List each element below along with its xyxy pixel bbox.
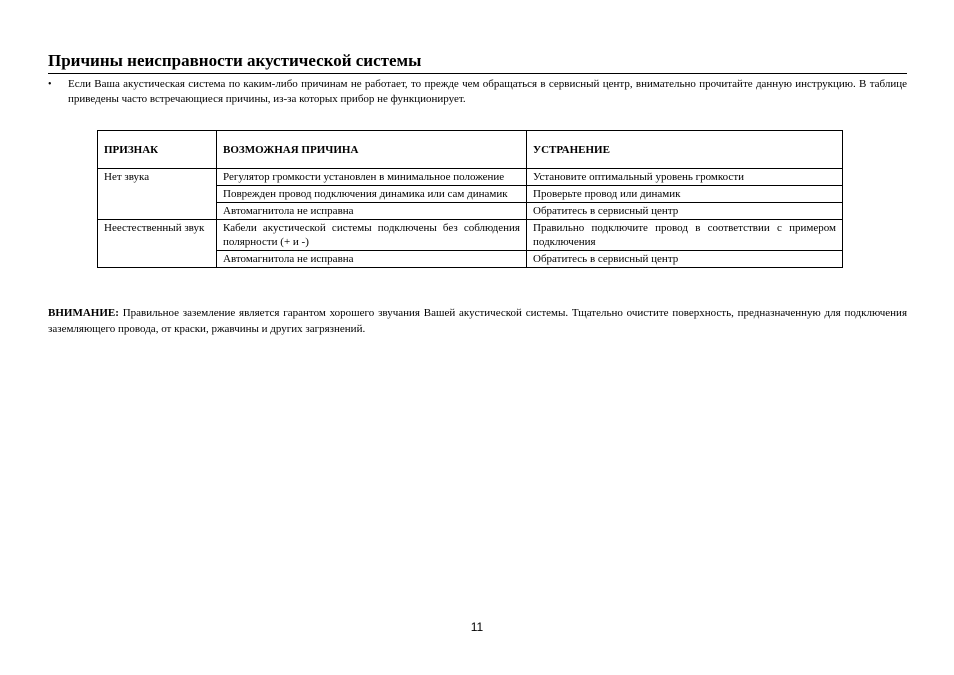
cause-cell: Поврежден провод подключения динамика или сам динамик: [217, 186, 527, 203]
sign-cell: Нет звука: [98, 169, 217, 220]
remedy-cell: Обратитесь в сервисный центр: [527, 251, 843, 268]
cause-cell: Автомагнитола не исправна: [217, 203, 527, 220]
table-header-row: [98, 131, 843, 169]
cause-cell: Автомагнитола не исправна: [217, 251, 527, 268]
troubleshooting-table: [97, 130, 843, 268]
warning-text: Правильное заземление является гарантом хорошего звучания Вашей акустической системы. Тщательно очистите поверхность, предназначенную для подключения заземляющего провода, от краски, ржавчины и других загрязнений.: [48, 307, 907, 335]
remedy-cell: Правильно подключите провод в соответствии с примером подключения: [527, 220, 843, 251]
remedy-cell: Установите оптимальный уровень громкости: [527, 169, 843, 186]
cause-cell: Регулятор громкости установлен в минимальное положение: [217, 169, 527, 186]
remedy-cell: Проверьте провод или динамик: [527, 186, 843, 203]
header-sign: ПРИЗНАК: [98, 131, 217, 169]
page-title: Причины неисправности акустической системы: [48, 50, 907, 74]
bullet-icon: •: [48, 79, 52, 90]
warning-label: ВНИМАНИЕ:: [48, 307, 119, 319]
intro-paragraph: [48, 77, 907, 107]
header-cause: ВОЗМОЖНАЯ ПРИЧИНА: [217, 131, 527, 169]
header-remedy: УСТРАНЕНИЕ: [527, 131, 843, 169]
cause-cell: Кабели акустической системы подключены без соблюдения полярности (+ и -): [217, 220, 527, 251]
table-row: [98, 169, 843, 186]
remedy-cell: Обратитесь в сервисный центр: [527, 203, 843, 220]
warning-paragraph: [48, 305, 907, 337]
table-row: [98, 220, 843, 251]
sign-cell: Неестественный звук: [98, 220, 217, 268]
page-number: 11: [470, 620, 484, 634]
intro-text: Если Ваша акустическая система по каким-либо причинам не работает, то прежде чем обращаться в сервисный центр, внимательно прочитайте данную инструкцию. В таблице приведены часто встречающиеся причины, из-за которых прибор не функционирует.: [68, 78, 907, 105]
